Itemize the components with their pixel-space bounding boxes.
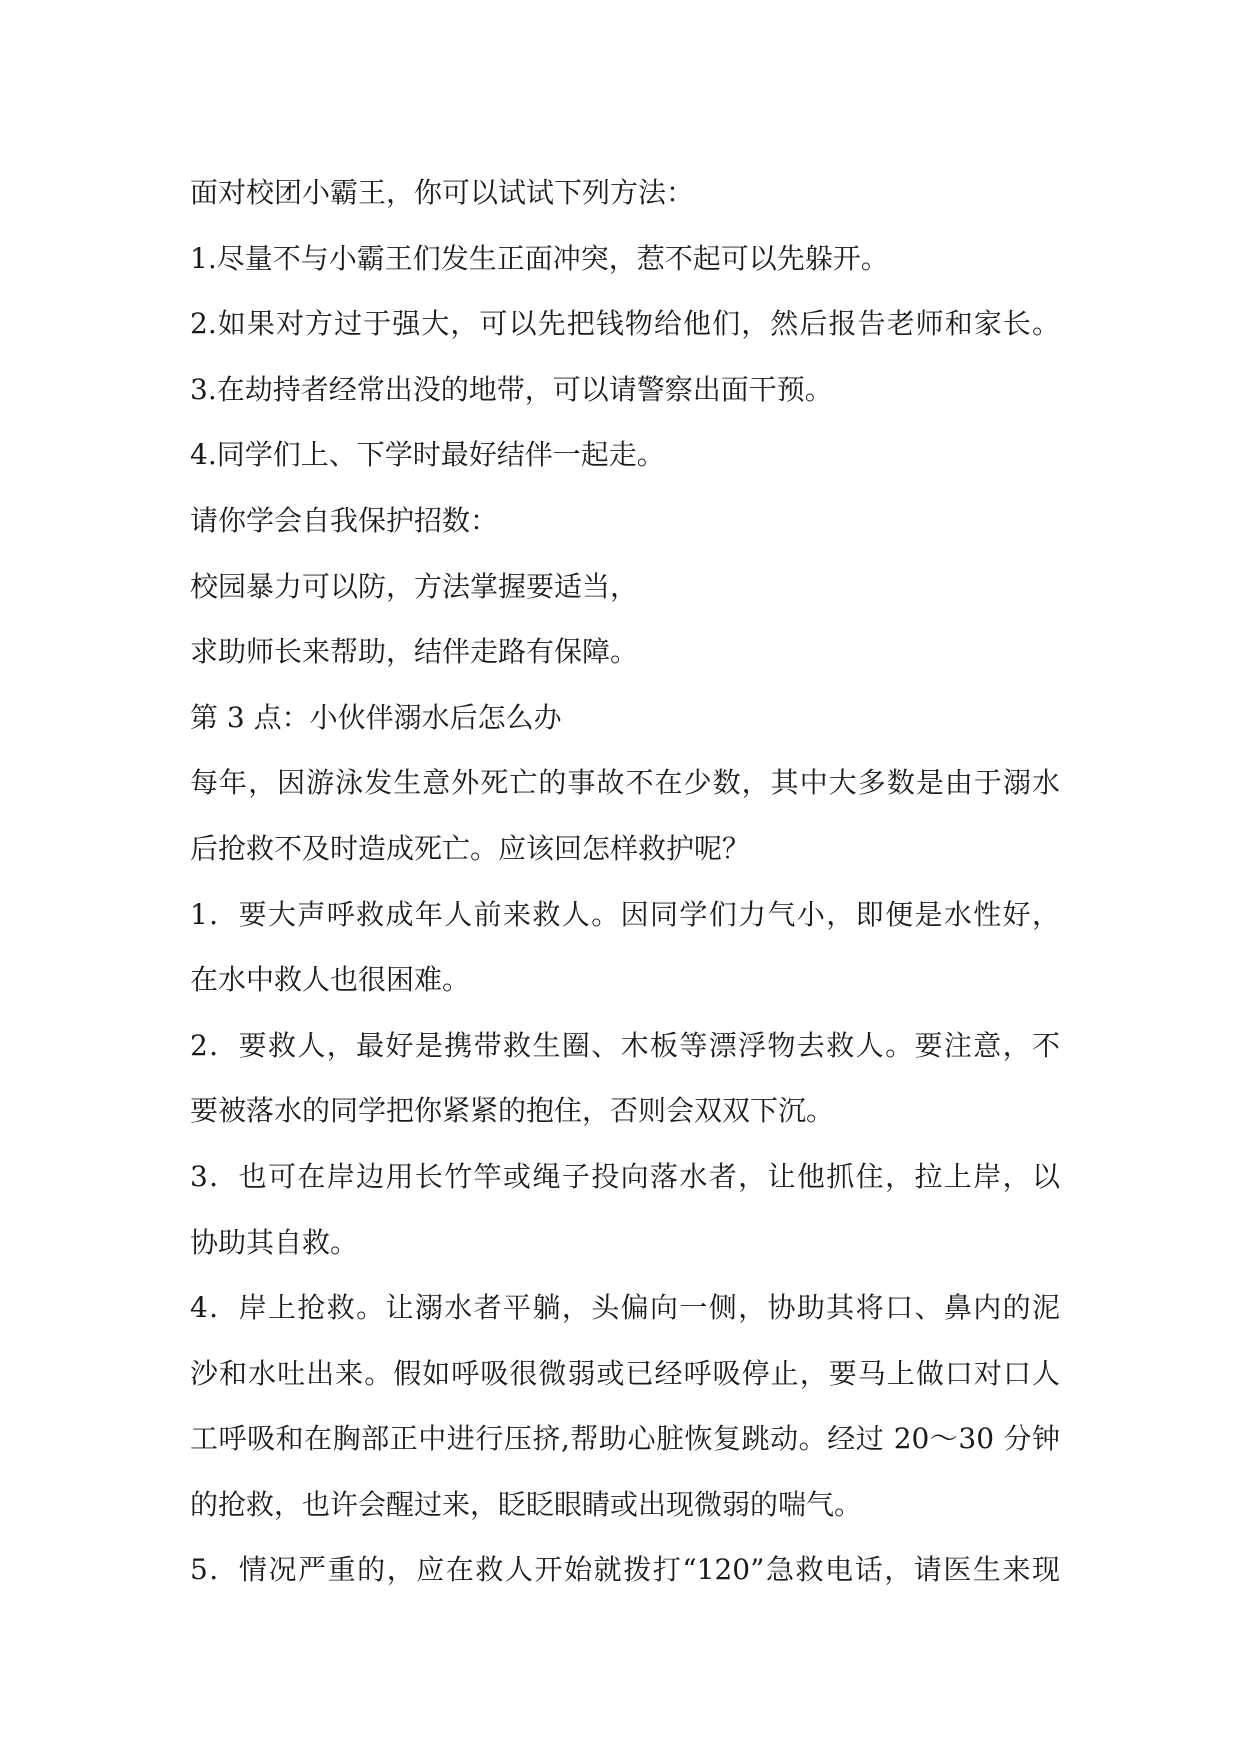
text-line: 面对校团小霸王，你可以试试下列方法：: [190, 176, 695, 209]
text-line: 请你学会自我保护招数：: [190, 503, 499, 537]
text-line: 4．岸上抢救。让溺水者平躺，头偏向一侧，协助其将口、鼻内的泥: [190, 1291, 1060, 1325]
text-line: 校园暴力可以防，方法掌握要适当，: [190, 569, 639, 603]
text-line: 在水中救人也很困难。: [190, 963, 471, 997]
text-line: 4.同学们上、下学时最好结伴一起走。: [190, 438, 665, 472]
document-body: [190, 160, 1060, 1603]
text-line: 第 3 点：小伙伴溺水后怎么办: [190, 700, 562, 734]
text-line: 3．也可在岸边用长竹竿或绳子投向落水者，让他抓住，拉上岸，以: [190, 1159, 1060, 1193]
text-line: 的抢救，也许会醒过来，眨眨眼睛或出现微弱的喘气。: [190, 1487, 863, 1521]
text-line: 协助其自救。: [190, 1225, 359, 1259]
text-line: 1．要大声呼救成年人前来救人。因同学们力气小，即便是水性好，: [190, 897, 1060, 931]
text-line: 后抢救不及时造成死亡。应该回怎样救护呢？: [190, 831, 751, 865]
text-line: 3.在劫持者经常出没的地带，可以请警察出面干预。: [190, 372, 833, 406]
text-line: 2．要救人，最好是携带救生圈、木板等漂浮物去救人。要注意，不: [190, 1028, 1060, 1062]
text-line: 要被落水的同学把你紧紧的抱住，否则会双双下沉。: [190, 1094, 835, 1128]
text-line: 2.如果对方过于强大，可以先把钱物给他们，然后报告老师和家长。: [190, 307, 1060, 341]
text-line: 沙和水吐出来。假如呼吸很微弱或已经呼吸停止，要马上做口对口人: [190, 1356, 1060, 1390]
text-line: 5．情况严重的，应在救人开始就拨打“120”急救电话，请医生来现: [190, 1553, 1060, 1587]
text-line: 工呼吸和在胸部正中进行压挤,帮助心脏恢复跳动。经过 20～30 分钟: [190, 1422, 1060, 1456]
text-line: 求助师长来帮助，结伴走路有保障。: [190, 635, 639, 669]
text-line: 1.尽量不与小霸王们发生正面冲突，惹不起可以先躲开。: [190, 241, 889, 275]
text-line: 每年，因游泳发生意外死亡的事故不在少数，其中大多数是由于溺水: [190, 766, 1060, 800]
